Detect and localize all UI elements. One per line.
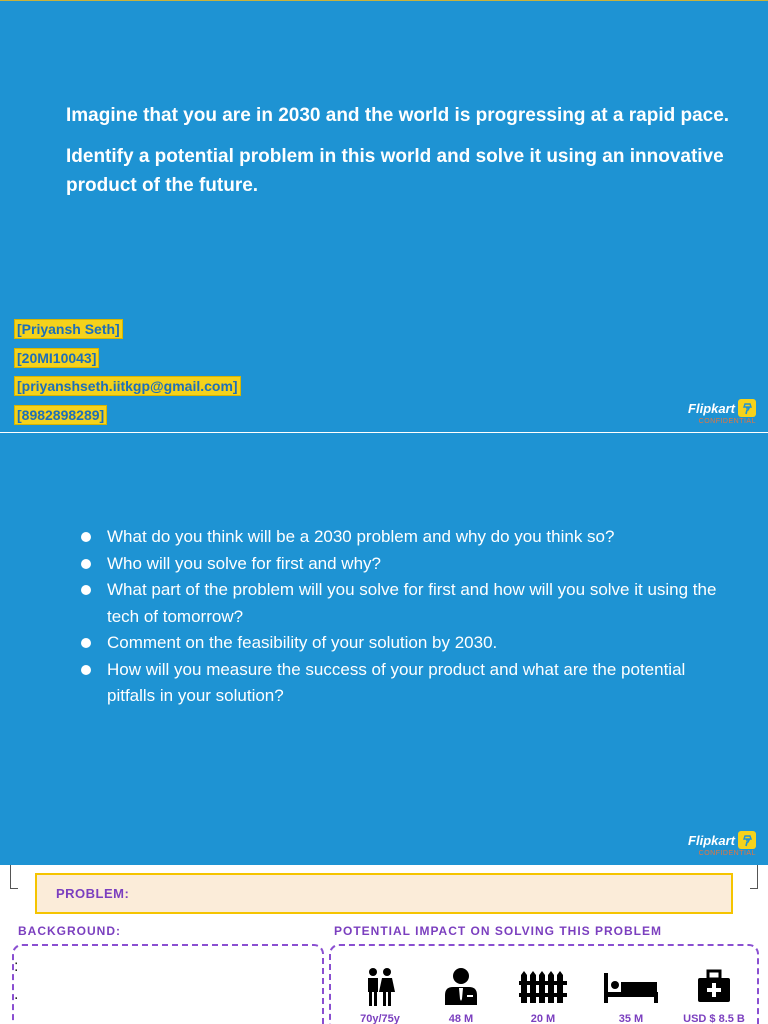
headline [66, 101, 746, 212]
contact-phone: [8982898289] [14, 405, 107, 425]
headline-line-2: Identify a potential problem in this world and solve it using an innovative product of the future. [66, 146, 724, 196]
list-item: What part of the problem will you solve for first and how will you solve it using the tech of tomorrow? [80, 577, 730, 630]
contact-block [14, 319, 241, 432]
bed-icon [602, 967, 660, 1007]
brand-logo [676, 399, 756, 425]
impact-item [591, 967, 671, 1024]
impact-value: 48 M [448, 1013, 474, 1024]
impact-value: USD $ 8.5 B [683, 1013, 745, 1024]
flipkart-bag-icon [738, 831, 756, 849]
brand-name: Flipkart [688, 400, 735, 416]
brand-name: Flipkart [688, 832, 735, 848]
confidential-label: CONFIDENTIAL [698, 418, 756, 425]
impact-item [421, 967, 501, 1024]
background-box[interactable] [12, 944, 324, 1024]
list-item: Who will you solve for first and why? [80, 551, 730, 578]
problem-label: PROBLEM: [56, 886, 130, 901]
bullet-dot-icon [81, 665, 91, 675]
brand-logo [676, 831, 756, 857]
impact-label: POTENTIAL IMPACT ON SOLVING THIS PROBLEM [334, 924, 663, 938]
impact-item [503, 967, 583, 1024]
corner-mark [750, 865, 758, 889]
headline-line-1: Imagine that you are in 2030 and the world is progressing at a rapid pace. [66, 105, 730, 126]
bullet-dot-icon [81, 532, 91, 542]
bullet-dot-icon [81, 638, 91, 648]
impact-item [674, 967, 754, 1024]
bullet-dot-icon [81, 585, 91, 595]
list-item: What do you think will be a 2030 problem and why do you think so? [80, 524, 730, 551]
list-item: Comment on the feasibility of your solution by 2030. [80, 630, 730, 657]
impact-value: 20 M [530, 1013, 556, 1024]
title-slide [0, 0, 768, 432]
impact-value: 70y/75y [360, 1013, 400, 1024]
confidential-label: CONFIDENTIAL [698, 850, 756, 857]
bullet-dot-icon [81, 559, 91, 569]
medical-kit-icon [695, 967, 733, 1007]
fence-icon [519, 967, 567, 1007]
question-list [80, 524, 730, 710]
corner-mark [10, 865, 18, 889]
flipkart-bag-icon [738, 399, 756, 417]
contact-roll-number: [20MI10043] [14, 348, 99, 368]
contact-name: [Priyansh Seth] [14, 319, 123, 339]
list-item: How will you measure the success of your product and what are the potential pitfalls in your solution? [80, 657, 730, 710]
impact-value: 35 M [618, 1013, 644, 1024]
problem-slide [0, 865, 768, 1024]
person-suit-icon [442, 967, 480, 1007]
couple-icon [363, 967, 397, 1007]
questions-slide [0, 433, 768, 865]
background-bullets: : . [14, 958, 19, 1003]
background-label: BACKGROUND: [18, 924, 121, 938]
problem-box[interactable] [35, 873, 733, 914]
impact-item [340, 967, 420, 1024]
contact-email[interactable]: [priyanshseth.iitkgp@gmail.com] [14, 376, 241, 396]
